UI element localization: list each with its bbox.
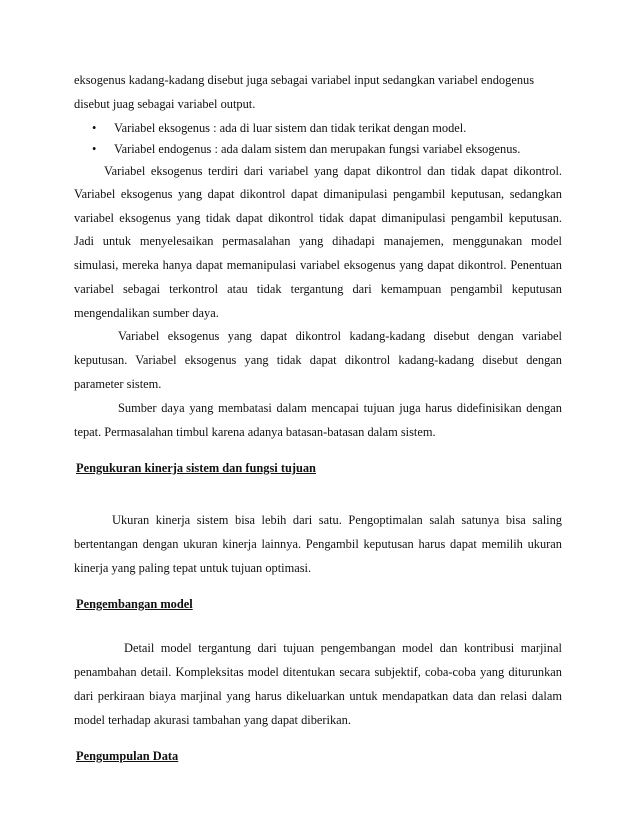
bullet-text: Variabel eksogenus : ada di luar sistem dan tidak terikat dengan model.	[114, 121, 467, 135]
paragraph-line: variabel sebagai terkontrol atau tidak tergantung dari kemampuan pengambil keputusan	[74, 282, 562, 296]
section-heading: Pengukuran kinerja sistem dan fungsi tujuan	[76, 461, 316, 475]
intro-line-2: disebut juag sebagai variabel output.	[74, 97, 256, 111]
paragraph-line: Variabel eksogenus terdiri dari variabel yang dapat dikontrol dan tidak dapat dikontrol.	[104, 164, 562, 178]
section-heading: Pengumpulan Data	[76, 749, 179, 763]
paragraph-line: kinerja yang paling tepat untuk tujuan optimasi.	[74, 561, 312, 575]
paragraph-line: penambahan detail. Kompleksitas model ditentukan secara subjektif, coba-coba yang diturunkan	[74, 665, 562, 679]
paragraph-line: simulasi, mereka hanya dapat memanipulasi variabel eksogenus yang dapat dikontrol. Penentuan	[74, 258, 562, 272]
paragraph-line: Variabel eksogenus yang dapat dikontrol kadang-kadang disebut dengan variabel	[118, 329, 562, 343]
paragraph-line: Jadi untuk menyelesaikan permasalahan yang dihadapi manajemen, menggunakan model	[74, 234, 562, 248]
bullet-text: Variabel endogenus : ada dalam sistem dan merupakan fungsi variabel eksogenus.	[114, 142, 521, 156]
bullet-marker: •	[92, 142, 97, 156]
intro-line-1: eksogenus kadang-kadang disebut juga sebagai variabel input sedangkan variabel endogenus	[74, 73, 535, 87]
bullet-marker: •	[92, 121, 97, 135]
paragraph-line: keputusan. Variabel eksogenus yang tidak dapat dikontrol kadang-kadang disebut dengan	[74, 353, 562, 367]
paragraph-line: bertentangan dengan ukuran kinerja lainnya. Pengambil keputusan harus dapat memilih ukuran	[74, 537, 562, 551]
paragraph-line: Detail model tergantung dari tujuan pengembangan model dan kontribusi marjinal	[124, 641, 562, 655]
paragraph-line: variabel eksogenus yang tidak dapat dikontrol tidak dapat dimanipulasi pengambil keputusan.	[74, 211, 562, 225]
paragraph-line: Sumber daya yang membatasi dalam mencapai tujuan juga harus didefinisikan dengan	[118, 401, 562, 415]
section-heading: Pengembangan model	[76, 597, 193, 611]
paragraph-line: model terhadap akurasi tambahan yang dapat diberikan.	[74, 713, 351, 727]
paragraph-line: tepat. Permasalahan timbul karena adanya batasan-batasan dalam sistem.	[74, 425, 436, 439]
paragraph-line: dari perkiraan biaya marjinal yang harus dikeluarkan untuk mendapatkan data dan relasi dalam	[74, 689, 562, 703]
paragraph-line: Variabel eksogenus yang dapat dikontrol dapat dimanipulasi pengambil keputusan, sedangkan	[74, 187, 562, 201]
paragraph-line: mengendalikan sumber daya.	[74, 306, 219, 320]
paragraph-line: Ukuran kinerja sistem bisa lebih dari satu. Pengoptimalan salah satunya bisa saling	[112, 513, 562, 527]
paragraph-line: parameter sistem.	[74, 377, 162, 391]
